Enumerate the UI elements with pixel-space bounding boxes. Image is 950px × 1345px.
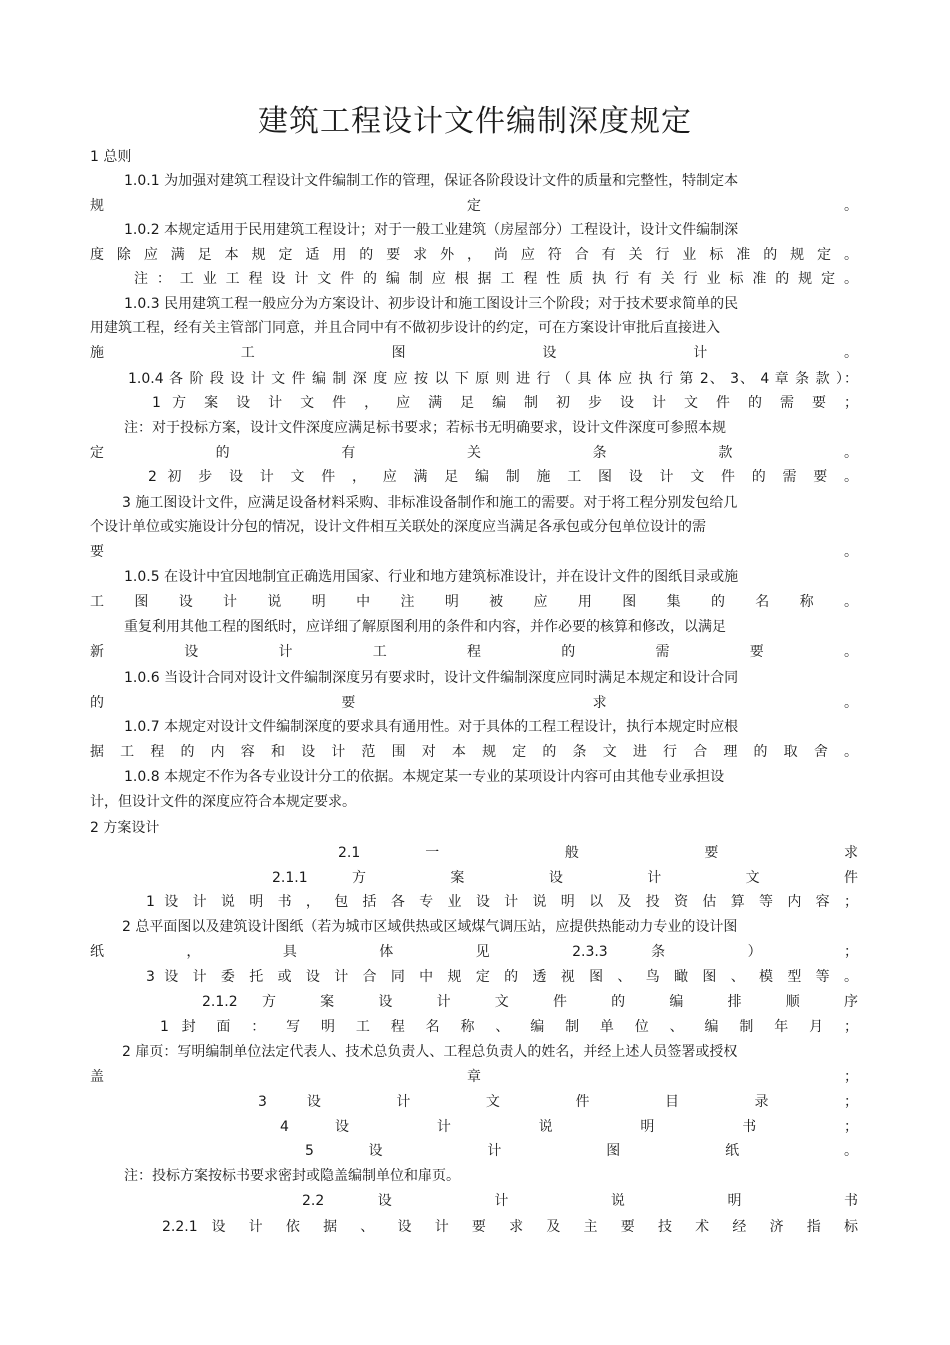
text-line: 1.0.6 当设计合同对设计文件编制深度另有要求时，设计文件编制深度应同时满足本规定和设计合同 [124,670,739,686]
text-line: 个设计单位或实施设计分包的情况，设计文件相互关联处的深度应当满足各承包或分包单位设计的需 [90,519,706,535]
text-line: 1.0.7 本规定对设计文件编制深度的要求具有通用性。对于具体的工程工程设计，执行本规定时应根 [124,719,739,735]
text-line: 度 除 应 满 足 本 规 定 适 用 的 要 求 外 ， 尚 应 符 合 有 关 行 业 标 准 的 规 定 。 [90,247,858,263]
text-line: 1 方 案 设 计 文 件 ， 应 满 足 编 制 初 步 设 计 文 件 的 需 要 ； [152,395,858,411]
text-line: 2.2.1 设 计 依 据 、 设 计 要 求 及 主 要 技 术 经 济 指 标 [162,1219,858,1235]
text-line: 2.1.1 方 案 设 计 文 件 [272,870,858,886]
text-line: 2 初 步 设 计 文 件 ， 应 满 足 编 制 施 工 图 设 计 文 件 的 需 要 。 [148,469,858,485]
text-line: 工 图 设 计 说 明 中 注 明 被 应 用 图 集 的 名 称 。 [90,594,858,610]
text-line: 1.0.3 民用建筑工程一般应分为方案设计、初步设计和施工图设计三个阶段；对于技术要求简单的民 [124,296,739,312]
text-line: 3 施工图设计文件，应满足设备材料采购、非标准设备制作和施工的需要。对于将工程分别发包给几 [122,495,738,511]
text-line: 2.2 设 计 说 明 书 [302,1193,858,1209]
text-line: 1.0.5 在设计中宜因地制宜正确选用国家、行业和地方建筑标准设计，并在设计文件的图纸目录或施 [124,569,739,585]
text-line: 2.1.2 方 案 设 计 文 件 的 编 排 顺 序 [202,994,858,1010]
text-line: 2 扉页：写明编制单位法定代表人、技术总负责人、工程总负责人的姓名，并经上述人员签署或授权 [122,1044,738,1060]
text-line: 1.0.2 本规定适用于民用建筑工程设计；对于一般工业建筑（房屋部分）工程设计，设计文件编制深 [124,222,739,238]
text-line: 1 封 面 ： 写 明 工 程 名 称 、 编 制 单 位 、 编 制 年 月 ； [160,1019,858,1035]
text-line: 1.0.8 本规定不作为各专业设计分工的依据。本规定某一专业的某项设计内容可由其他专业承担设 [124,769,725,785]
text-line: 计，但设计文件的深度应符合本规定要求。 [90,794,356,810]
text-line: 3 设 计 文 件 目 录 ； [258,1094,858,1110]
text-line: 1.0.4 各 阶 段 设 计 文 件 编 制 深 度 应 按 以 下 原 则 进 行 （ 具 体 应 执 行 第 2、 3、 4 章 条 款 ）： [128,371,858,387]
text-line: 盖 章 ； [90,1069,858,1085]
document-title: 建筑工程设计文件编制深度规定 [258,104,692,139]
text-line: 注：对于投标方案，设计文件深度应满足标书要求；若标书无明确要求，设计文件深度可参照本规 [124,420,726,436]
text-line: 用建筑工程，经有关主管部门同意，并且合同中有不做初步设计的约定，可在方案设计审批后直接进入 [90,320,720,336]
text-line: 定 的 有 关 条 款 。 [90,445,858,461]
text-line: 5 设 计 图 纸 。 [305,1143,858,1159]
text-line: 注 ： 工 业 工 程 设 计 文 件 的 编 制 应 根 据 工 程 性 质 执 行 有 关 行 业 标 准 的 规 定 。 [134,271,858,287]
text-line: 注：投标方案按标书要求密封或隐盖编制单位和扉页。 [124,1168,460,1184]
text-line: 2 总平面图以及建筑设计图纸（若为城市区域供热或区域煤气调压站，应提供热能动力专业的设计图 [122,919,738,935]
text-line: 据 工 程 的 内 容 和 设 计 范 围 对 本 规 定 的 条 文 进 行 合 理 的 取 舍 。 [90,744,858,760]
text-line: 施 工 图 设 计 。 [90,345,858,361]
text-line: 新 设 计 工 程 的 需 要 。 [90,644,858,660]
text-line: 重复利用其他工程的图纸时，应详细了解原图利用的条件和内容，并作必要的核算和修改，以满足 [124,619,726,635]
text-line: 2.1 一 般 要 求 [338,845,858,861]
text-line: 的 要 求 。 [90,695,858,711]
text-line: 规 定 。 [90,198,858,214]
text-line: 要 。 [90,544,858,560]
text-line: 1 设 计 说 明 书 ， 包 括 各 专 业 设 计 说 明 以 及 投 资 估 算 等 内 容 ； [146,894,858,910]
text-line: 纸 ， 具 体 见 2.3.3 条 ） ； [90,944,858,960]
text-line: 3 设 计 委 托 或 设 计 合 同 中 规 定 的 透 视 图 、 鸟 瞰 图 、 模 型 等 。 [146,969,858,985]
text-line: 1.0.1 为加强对建筑工程设计文件编制工作的管理，保证各阶段设计文件的质量和完整性，特制定本 [124,173,739,189]
text-line: 4 设 计 说 明 书 ； [280,1119,858,1135]
text-line: 2 方案设计 [90,820,160,836]
text-line: 1 总则 [90,149,132,165]
